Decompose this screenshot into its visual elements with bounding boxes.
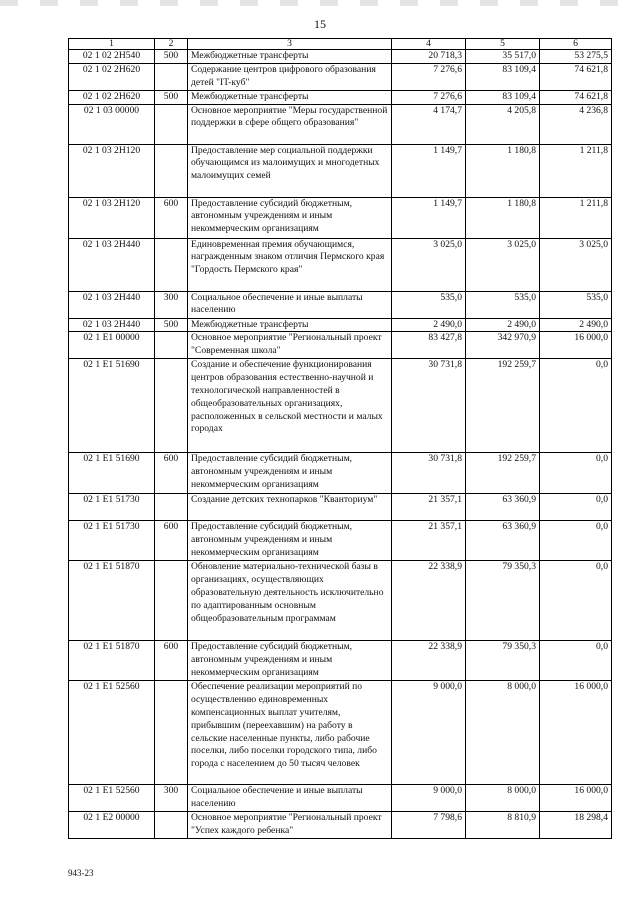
cell-value-year1: 2 490,0	[392, 318, 466, 332]
cell-value-year2: 8 810,9	[466, 812, 540, 839]
cell-value-year2: 4 205,8	[466, 104, 540, 144]
table-row	[69, 104, 612, 144]
cell-expense-type	[155, 494, 188, 521]
table-row	[69, 197, 612, 238]
cell-value-year2: 83 109,4	[466, 63, 540, 90]
cell-expense-type	[155, 681, 188, 785]
cell-value-year2: 1 180,8	[466, 197, 540, 238]
cell-value-year1: 9 000,0	[392, 785, 466, 812]
cell-expense-type	[155, 144, 188, 197]
cell-code: 02 1 Е1 51730	[69, 494, 155, 521]
cell-code: 02 1 03 2Н440	[69, 238, 155, 291]
cell-value-year3: 53 275,5	[540, 50, 612, 64]
table-row	[69, 812, 612, 839]
cell-value-year3: 16 000,0	[540, 332, 612, 359]
cell-value-year1: 7 798,6	[392, 812, 466, 839]
cell-code: 02 1 Е2 00000	[69, 812, 155, 839]
cell-name: Основное мероприятие "Региональный проект "Современная школа"	[188, 332, 392, 359]
cell-expense-type	[155, 104, 188, 144]
cell-code: 02 1 02 2Н620	[69, 90, 155, 104]
cell-value-year3: 0,0	[540, 641, 612, 681]
budget-table	[68, 38, 612, 839]
cell-expense-type	[155, 812, 188, 839]
cell-value-year1: 1 149,7	[392, 197, 466, 238]
cell-code: 02 1 Е1 51690	[69, 359, 155, 453]
cell-value-year1: 30 731,8	[392, 453, 466, 494]
cell-expense-type: 300	[155, 785, 188, 812]
cell-value-year3: 1 211,8	[540, 197, 612, 238]
cell-value-year1: 9 000,0	[392, 681, 466, 785]
cell-code: 02 1 03 00000	[69, 104, 155, 144]
cell-name: Единовременная премия обучающимся, награжденным знаком отличия Пермского края "Гордость Пермского края"	[188, 238, 392, 291]
cell-name: Предоставление субсидий бюджетным, автономным учреждениям и иным некоммерческим организациям	[188, 641, 392, 681]
table-header-row	[69, 39, 612, 50]
cell-value-year1: 21 357,1	[392, 521, 466, 561]
cell-code: 02 1 03 2Н120	[69, 197, 155, 238]
table-row	[69, 291, 612, 318]
cell-name: Предоставление субсидий бюджетным, автономным учреждениям и иным некоммерческим организациям	[188, 521, 392, 561]
cell-code: 02 1 Е1 51730	[69, 521, 155, 561]
cell-value-year3: 0,0	[540, 561, 612, 641]
cell-name: Содержание центров цифрового образования детей "IT-куб"	[188, 63, 392, 90]
header-col-6: 6	[540, 39, 612, 50]
cell-name: Обновление материально-технической базы в организациях, осуществляющих образовательную деятельность исключительно по адаптированным основным общеобразовательным программам	[188, 561, 392, 641]
cell-expense-type: 600	[155, 197, 188, 238]
table-row	[69, 50, 612, 64]
cell-value-year3: 2 490,0	[540, 318, 612, 332]
cell-value-year1: 7 276,6	[392, 63, 466, 90]
cell-value-year2: 8 000,0	[466, 785, 540, 812]
cell-value-year1: 22 338,9	[392, 561, 466, 641]
table-row	[69, 561, 612, 641]
header-col-5: 5	[466, 39, 540, 50]
cell-value-year2: 535,0	[466, 291, 540, 318]
cell-code: 02 1 03 2Н440	[69, 291, 155, 318]
cell-name: Межбюджетные трансферты	[188, 318, 392, 332]
cell-expense-type: 500	[155, 50, 188, 64]
cell-value-year1: 22 338,9	[392, 641, 466, 681]
cell-code: 02 1 02 2Н620	[69, 63, 155, 90]
cell-name: Предоставление субсидий бюджетным, автономным учреждениям и иным некоммерческим организациям	[188, 453, 392, 494]
cell-name: Межбюджетные трансферты	[188, 90, 392, 104]
cell-value-year1: 535,0	[392, 291, 466, 318]
cell-value-year3: 0,0	[540, 359, 612, 453]
table-row	[69, 318, 612, 332]
header-col-2: 2	[155, 39, 188, 50]
header-col-4: 4	[392, 39, 466, 50]
cell-value-year2: 192 259,7	[466, 359, 540, 453]
cell-value-year2: 83 109,4	[466, 90, 540, 104]
cell-value-year3: 74 621,8	[540, 63, 612, 90]
cell-name: Создание и обеспечение функционирования центров образования естественно-научной и технологической направленностей в общеобразовательных организациях, расположенных в сельской местности и малых городах	[188, 359, 392, 453]
table-row	[69, 521, 612, 561]
cell-value-year3: 535,0	[540, 291, 612, 318]
cell-value-year1: 30 731,8	[392, 359, 466, 453]
cell-value-year3: 1 211,8	[540, 144, 612, 197]
cell-value-year2: 63 360,9	[466, 494, 540, 521]
cell-value-year3: 16 000,0	[540, 681, 612, 785]
cell-code: 02 1 02 2Н540	[69, 50, 155, 64]
cell-value-year2: 3 025,0	[466, 238, 540, 291]
cell-value-year2: 35 517,0	[466, 50, 540, 64]
cell-value-year1: 7 276,6	[392, 90, 466, 104]
cell-value-year3: 74 621,8	[540, 90, 612, 104]
cell-code: 02 1 03 2Н120	[69, 144, 155, 197]
cell-name: Социальное обеспечение и иные выплаты населению	[188, 785, 392, 812]
scan-edge-artifact	[0, 0, 640, 6]
cell-expense-type	[155, 332, 188, 359]
cell-value-year1: 3 025,0	[392, 238, 466, 291]
cell-value-year2: 192 259,7	[466, 453, 540, 494]
cell-code: 02 1 Е1 51690	[69, 453, 155, 494]
cell-code: 02 1 03 2Н440	[69, 318, 155, 332]
cell-expense-type: 500	[155, 318, 188, 332]
cell-expense-type: 500	[155, 90, 188, 104]
cell-expense-type: 600	[155, 641, 188, 681]
cell-value-year3: 4 236,8	[540, 104, 612, 144]
cell-code: 02 1 Е1 00000	[69, 332, 155, 359]
cell-value-year1: 21 357,1	[392, 494, 466, 521]
table-row	[69, 359, 612, 453]
cell-value-year2: 8 000,0	[466, 681, 540, 785]
cell-value-year2: 63 360,9	[466, 521, 540, 561]
cell-name: Основное мероприятие "Региональный проект "Успех каждого ребенка"	[188, 812, 392, 839]
table-row	[69, 144, 612, 197]
cell-name: Межбюджетные трансферты	[188, 50, 392, 64]
cell-name: Основное мероприятие "Меры государственной поддержки в сфере общего образования"	[188, 104, 392, 144]
cell-value-year3: 0,0	[540, 494, 612, 521]
cell-value-year2: 79 350,3	[466, 641, 540, 681]
cell-expense-type: 600	[155, 521, 188, 561]
table-row	[69, 90, 612, 104]
cell-value-year3: 18 298,4	[540, 812, 612, 839]
cell-name: Социальное обеспечение и иные выплаты населению	[188, 291, 392, 318]
cell-name: Предоставление мер социальной поддержки обучающимся из малоимущих и многодетных малоимущих семей	[188, 144, 392, 197]
cell-value-year2: 79 350,3	[466, 561, 540, 641]
table-row	[69, 238, 612, 291]
cell-value-year2: 2 490,0	[466, 318, 540, 332]
header-col-1: 1	[69, 39, 155, 50]
cell-value-year3: 16 000,0	[540, 785, 612, 812]
cell-value-year1: 4 174,7	[392, 104, 466, 144]
cell-expense-type	[155, 561, 188, 641]
cell-name: Создание детских технопарков "Кванториум"	[188, 494, 392, 521]
table-row	[69, 453, 612, 494]
cell-value-year1: 20 718,3	[392, 50, 466, 64]
cell-code: 02 1 Е1 52560	[69, 785, 155, 812]
cell-code: 02 1 Е1 52560	[69, 681, 155, 785]
cell-value-year1: 1 149,7	[392, 144, 466, 197]
cell-expense-type	[155, 359, 188, 453]
cell-value-year2: 1 180,8	[466, 144, 540, 197]
page-number: 15	[314, 17, 326, 31]
cell-expense-type	[155, 63, 188, 90]
table-row	[69, 681, 612, 785]
cell-expense-type: 300	[155, 291, 188, 318]
cell-name: Предоставление субсидий бюджетным, автономным учреждениям и иным некоммерческим организациям	[188, 197, 392, 238]
cell-value-year3: 0,0	[540, 521, 612, 561]
header-col-3: 3	[188, 39, 392, 50]
document-footer-code: 943-23	[68, 868, 94, 878]
table-row	[69, 494, 612, 521]
cell-value-year3: 3 025,0	[540, 238, 612, 291]
table-row	[69, 332, 612, 359]
table-row	[69, 641, 612, 681]
cell-value-year2: 342 970,9	[466, 332, 540, 359]
cell-expense-type: 600	[155, 453, 188, 494]
table-row	[69, 63, 612, 90]
cell-code: 02 1 Е1 51870	[69, 641, 155, 681]
cell-value-year3: 0,0	[540, 453, 612, 494]
table-row	[69, 785, 612, 812]
cell-expense-type	[155, 238, 188, 291]
cell-name: Обеспечение реализации мероприятий по осуществлению единовременных компенсационных выплат учителям, прибывшим (переехавшим) на работу в сельские населенные пункты, либо рабочие поселки, либо поселки городского типа, либо города с населением до 50 тысяч человек	[188, 681, 392, 785]
cell-value-year1: 83 427,8	[392, 332, 466, 359]
cell-code: 02 1 Е1 51870	[69, 561, 155, 641]
